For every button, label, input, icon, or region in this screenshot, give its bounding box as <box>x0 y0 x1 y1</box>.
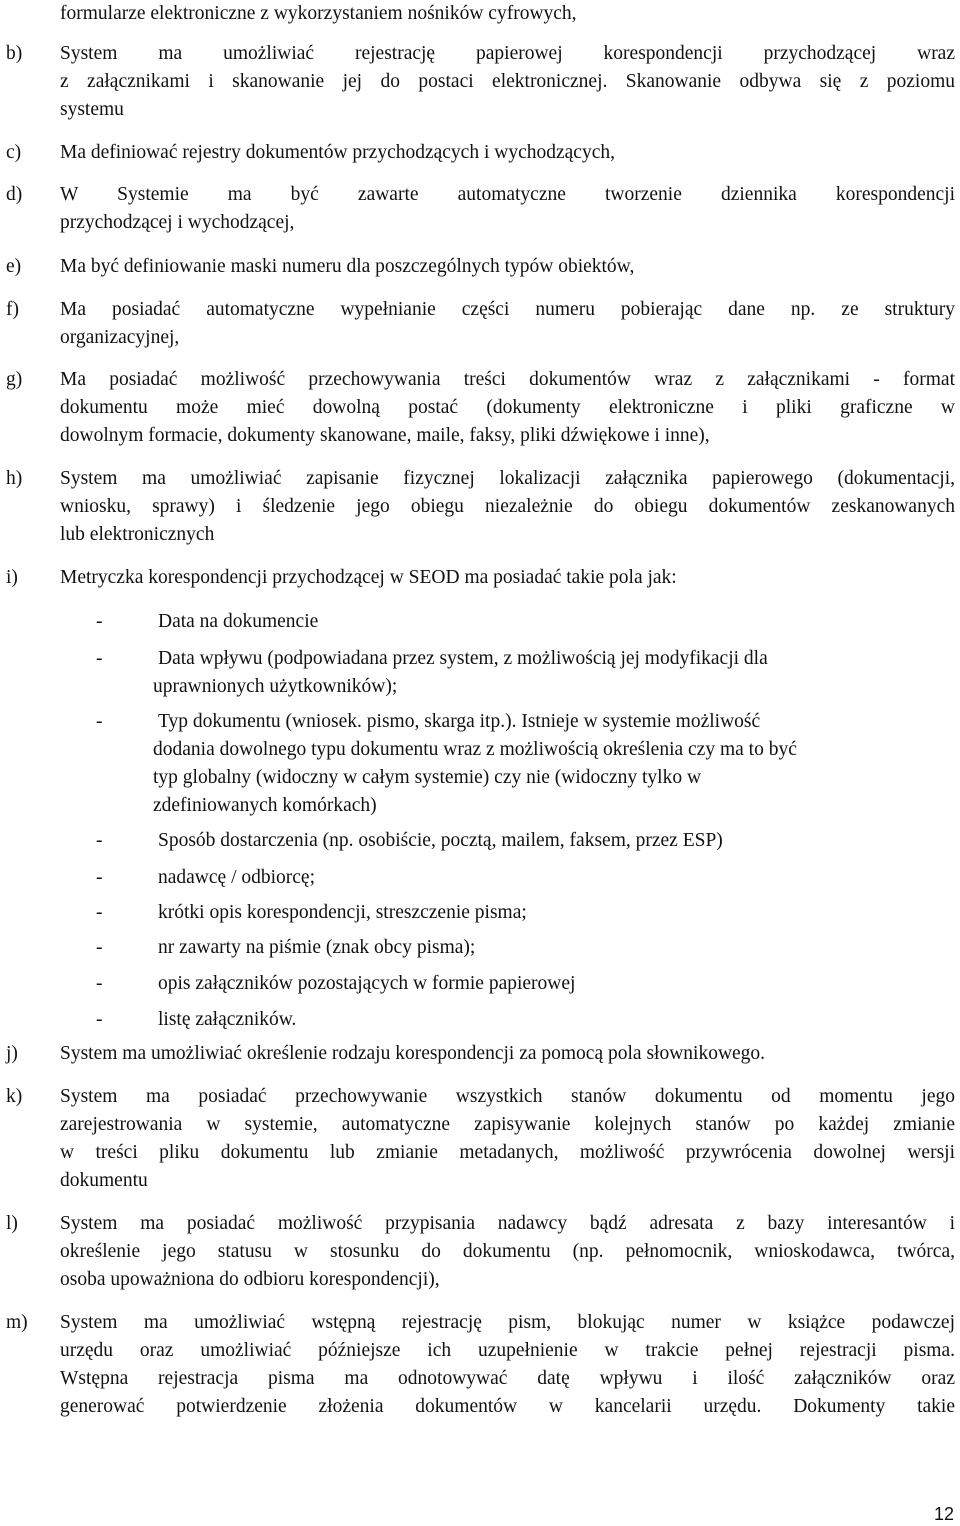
item-line: System ma umożliwiać zapisanie fizycznej lokalizacji załącznika papierowego (dokumentacji, <box>60 468 955 489</box>
page-number: 12 <box>933 1504 954 1524</box>
dash-bullet: - <box>96 1009 103 1030</box>
item-marker: l) <box>6 1213 18 1234</box>
dash-bullet: - <box>96 867 103 888</box>
item-line: urzędu oraz umożliwiać późniejsze ich uzupełnienie w trakcie pełnej rejestracji pisma. <box>60 1340 955 1361</box>
dash-bullet: - <box>96 830 103 851</box>
item-line: lub elektronicznych <box>60 524 215 545</box>
item-line: organizacyjnej, <box>60 327 180 348</box>
sub-item-line: dodania dowolnego typu dokumentu wraz z możliwością określenia czy ma to być <box>153 739 797 760</box>
dash-bullet: - <box>96 611 103 632</box>
sub-item-line: Sposób dostarczenia (np. osobiście, pocztą, mailem, faksem, przez ESP) <box>158 830 723 851</box>
item-line: generować potwierdzenie złożenia dokumentów w kancelarii urzędu. Dokumenty takie <box>60 1396 955 1417</box>
item-line: z załącznikami i skanowanie jej do postaci elektronicznej. Skanowanie odbywa się z poziomu <box>60 71 955 92</box>
item-line: Ma definiować rejestry dokumentów przychodzących i wychodzących, <box>60 142 615 163</box>
item-line: System ma umożliwiać rejestrację papierowej korespondencji przychodzącej wraz <box>60 43 955 64</box>
item-line: System ma umożliwiać wstępną rejestrację pism, blokując numer w książce podawczej <box>60 1312 955 1333</box>
item-line: Ma posiadać automatyczne wypełnianie części numeru pobierając dane np. ze struktury <box>60 299 955 320</box>
item-line: System ma umożliwiać określenie rodzaju korespondencji za pomocą pola słownikowego. <box>60 1043 766 1064</box>
sub-item-line: nadawcę / odbiorcę; <box>158 867 316 888</box>
item-marker: k) <box>6 1086 23 1107</box>
item-line: Wstępna rejestracja pisma ma odnotowywać datę wpływu i ilość załączników oraz <box>60 1368 955 1389</box>
sub-item-line: Typ dokumentu (wniosek. pismo, skarga itp.). Istnieje w systemie możliwość <box>158 711 761 732</box>
item-line: System ma posiadać możliwość przypisania nadawcy bądź adresata z bazy interesantów i <box>60 1213 955 1234</box>
dash-bullet: - <box>96 973 103 994</box>
dash-bullet: - <box>96 902 103 923</box>
sub-item-line: zdefiniowanych komórkach) <box>153 795 377 816</box>
item-line: dokumentu <box>60 1170 148 1191</box>
item-line: systemu <box>60 99 124 120</box>
item-line: przychodzącej i wychodzącej, <box>60 212 295 233</box>
item-line: Ma być definiowanie maski numeru dla poszczególnych typów obiektów, <box>60 256 635 277</box>
item-line: zarejestrowania w systemie, automatyczne zapisywanie kolejnych stanów po każdej zmianie <box>60 1114 955 1135</box>
item-marker: f) <box>6 299 19 320</box>
sub-item-line: nr zawarty na piśmie (znak obcy pisma); <box>158 937 476 958</box>
sub-item-line: Data wpływu (podpowiadana przez system, z możliwością jej modyfikacji dla <box>158 648 768 669</box>
sub-item-line: typ globalny (widoczny w całym systemie) czy nie (widoczny tylko w <box>153 767 702 788</box>
dash-bullet: - <box>96 648 103 669</box>
item-line: System ma posiadać przechowywanie wszystkich stanów dokumentu od momentu jego <box>60 1086 955 1107</box>
item-marker: h) <box>6 468 23 489</box>
item-line: w treści pliku dokumentu lub zmianie metadanych, możliwość przywrócenia dowolnej wersji <box>60 1142 955 1163</box>
item-line: wniosku, sprawy) i śledzenie jego obiegu niezależnie do obiegu dokumentów zeskanowanych <box>60 496 955 517</box>
item-marker: i) <box>6 567 18 588</box>
item-marker: g) <box>6 369 23 390</box>
dash-bullet: - <box>96 937 103 958</box>
item-line: Metryczka korespondencji przychodzącej w SEOD ma posiadać takie pola jak: <box>60 567 677 588</box>
item-marker: e) <box>6 256 22 277</box>
item-line: dowolnym formacie, dokumenty skanowane, maile, faksy, pliki dźwiękowe i inne), <box>60 425 710 446</box>
item-line: osoba upoważniona do odbioru korespondencji), <box>60 1269 440 1290</box>
item-marker: c) <box>6 142 22 163</box>
sub-item-line: krótki opis korespondencji, streszczenie pisma; <box>158 902 527 923</box>
dash-bullet: - <box>96 711 103 732</box>
sub-item-line: listę załączników. <box>158 1009 297 1030</box>
sub-item-line: uprawnionych użytkowników); <box>153 676 398 697</box>
item-marker: d) <box>6 184 23 205</box>
item-line: Ma posiadać możliwość przechowywania treści dokumentów wraz z załącznikami - format <box>60 369 955 390</box>
item-marker: j) <box>6 1043 18 1064</box>
sub-item-line: opis załączników pozostających w formie papierowej <box>158 973 576 994</box>
item-line: dokumentu może mieć dowolną postać (dokumenty elektroniczne i pliki graficzne w <box>60 397 955 418</box>
item-line: określenie jego statusu w stosunku do dokumentu (np. pełnomocnik, wnioskodawca, twórca, <box>60 1241 955 1262</box>
item-line: W Systemie ma być zawarte automatyczne tworzenie dziennika korespondencji <box>60 184 955 205</box>
item-marker: m) <box>6 1312 28 1333</box>
sub-item-line: Data na dokumencie <box>158 611 319 632</box>
item-marker: b) <box>6 43 23 64</box>
top-line: formularze elektroniczne z wykorzystaniem nośników cyfrowych, <box>60 3 577 24</box>
